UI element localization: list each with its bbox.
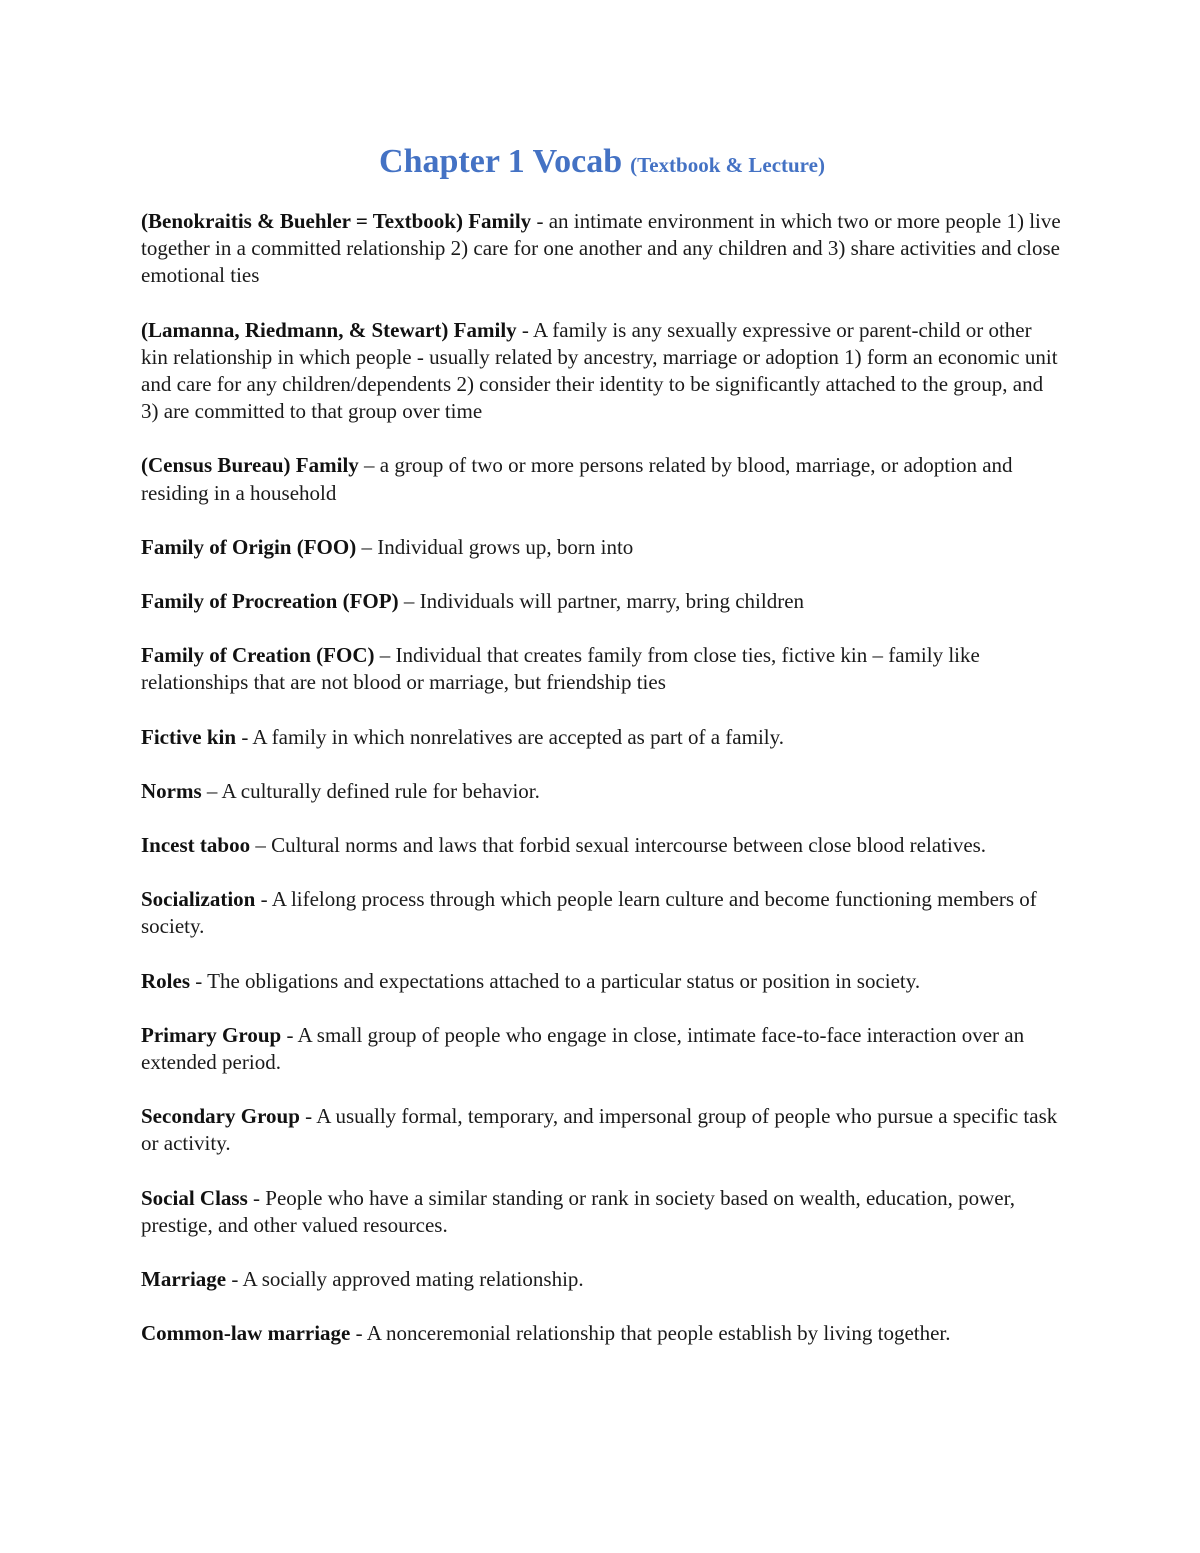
vocab-term: Common-law marriage: [141, 1321, 351, 1346]
vocab-definition: Cultural norms and laws that forbid sexual intercourse between close blood relatives.: [271, 833, 987, 858]
vocab-entry: [141, 452, 1063, 506]
vocab-list: [141, 208, 1063, 1347]
vocab-term: Family of Creation (FOC): [141, 643, 375, 668]
vocab-separator: -: [299, 1104, 317, 1129]
vocab-separator: –: [356, 534, 378, 559]
vocab-definition: A small group of people who engage in close, intimate face-to-face interaction over an extended period.: [141, 1022, 1025, 1075]
vocab-entry: [141, 1266, 1063, 1293]
vocab-term: Secondary Group: [141, 1104, 300, 1129]
vocab-separator: -: [226, 1267, 243, 1292]
vocab-definition: an intimate environment in which two or more people 1) live together in a committed relationship 2) care for one another and any children and 3) share activities and close emotional ties: [141, 209, 1061, 288]
vocab-entry: [141, 588, 1063, 615]
vocab-separator: -: [190, 968, 208, 993]
vocab-term: (Benokraitis & Buehler = Textbook) Family: [141, 209, 532, 233]
title-main: Chapter 1 Vocab: [379, 143, 623, 180]
vocab-term: Social Class: [141, 1185, 248, 1210]
vocab-term: Marriage: [141, 1267, 227, 1292]
vocab-definition: A usually formal, temporary, and impersonal group of people who pursue a specific task or activity.: [141, 1104, 1058, 1156]
vocab-entry: [141, 778, 1063, 805]
vocab-entry: [141, 208, 1063, 290]
vocab-definition: A lifelong process through which people learn culture and become functioning members of society.: [141, 887, 1037, 939]
vocab-entry: [141, 1320, 1063, 1347]
page-title: [141, 138, 1063, 188]
vocab-term: (Census Bureau) Family: [141, 453, 359, 478]
vocab-term: Incest taboo: [141, 833, 251, 858]
vocab-separator: -: [531, 209, 549, 233]
vocab-term: Socialization: [141, 887, 256, 912]
vocab-term: Family of Procreation (FOP): [141, 589, 399, 614]
vocab-definition: A culturally defined rule for behavior.: [221, 778, 540, 803]
vocab-definition: a group of two or more persons related by blood, marriage, or adoption and residing in a household: [141, 453, 1013, 505]
vocab-entry: [141, 886, 1063, 940]
vocab-term: Norms: [141, 778, 202, 803]
vocab-definition: A family is any sexually expressive or parent-child or other kin relationship in which people - usually related by ancestry, marriage or adoption 1) form an economic unit and care for any children/dependents 2) consider their identity to be significantly attached to the group, and 3) are committed to that group over time: [141, 317, 1058, 424]
vocab-entry: [141, 724, 1063, 751]
title-subtitle: (Textbook & Lecture): [630, 153, 825, 177]
vocab-term: (Lamanna, Riedmann, & Stewart) Family: [141, 317, 517, 342]
vocab-separator: -: [247, 1185, 266, 1210]
vocab-definition: Individual that creates family from close ties, fictive kin – family like relationships that are not blood or marriage, but friendship ties: [141, 643, 980, 695]
vocab-definition: A nonceremonial relationship that people establish by living together.: [366, 1321, 951, 1346]
vocab-separator: -: [516, 317, 533, 342]
vocab-separator: -: [281, 1022, 298, 1047]
vocab-definition: Individuals will partner, marry, bring children: [419, 589, 805, 614]
vocab-entry: [141, 1022, 1063, 1076]
vocab-term: Fictive kin: [141, 724, 237, 749]
vocab-term: Primary Group: [141, 1022, 282, 1047]
vocab-entry: [141, 832, 1063, 859]
vocab-separator: –: [358, 453, 380, 478]
vocab-term: Roles: [141, 968, 190, 993]
vocab-entry: [141, 1185, 1063, 1239]
vocab-separator: –: [398, 589, 420, 614]
vocab-term: Family of Origin (FOO): [141, 534, 357, 559]
vocab-separator: –: [374, 643, 396, 668]
vocab-definition: A family in which nonrelatives are accepted as part of a family.: [252, 724, 785, 749]
vocab-entry: [141, 317, 1063, 426]
vocab-entry: [141, 534, 1063, 561]
vocab-separator: -: [236, 724, 253, 749]
vocab-entry: [141, 968, 1063, 995]
vocab-definition: People who have a similar standing or rank in society based on wealth, education, power, prestige, and other valued resources.: [141, 1185, 1015, 1237]
vocab-separator: -: [255, 887, 272, 912]
vocab-separator: –: [250, 833, 272, 858]
vocab-definition: Individual grows up, born into: [377, 534, 634, 559]
vocab-separator: –: [201, 778, 222, 803]
vocab-definition: The obligations and expectations attached to a particular status or position in society.: [207, 968, 921, 993]
vocab-separator: -: [350, 1321, 367, 1346]
vocab-definition: A socially approved mating relationship.: [242, 1267, 584, 1292]
vocab-entry: [141, 642, 1063, 696]
document-page: [141, 138, 1063, 1374]
vocab-entry: [141, 1103, 1063, 1157]
